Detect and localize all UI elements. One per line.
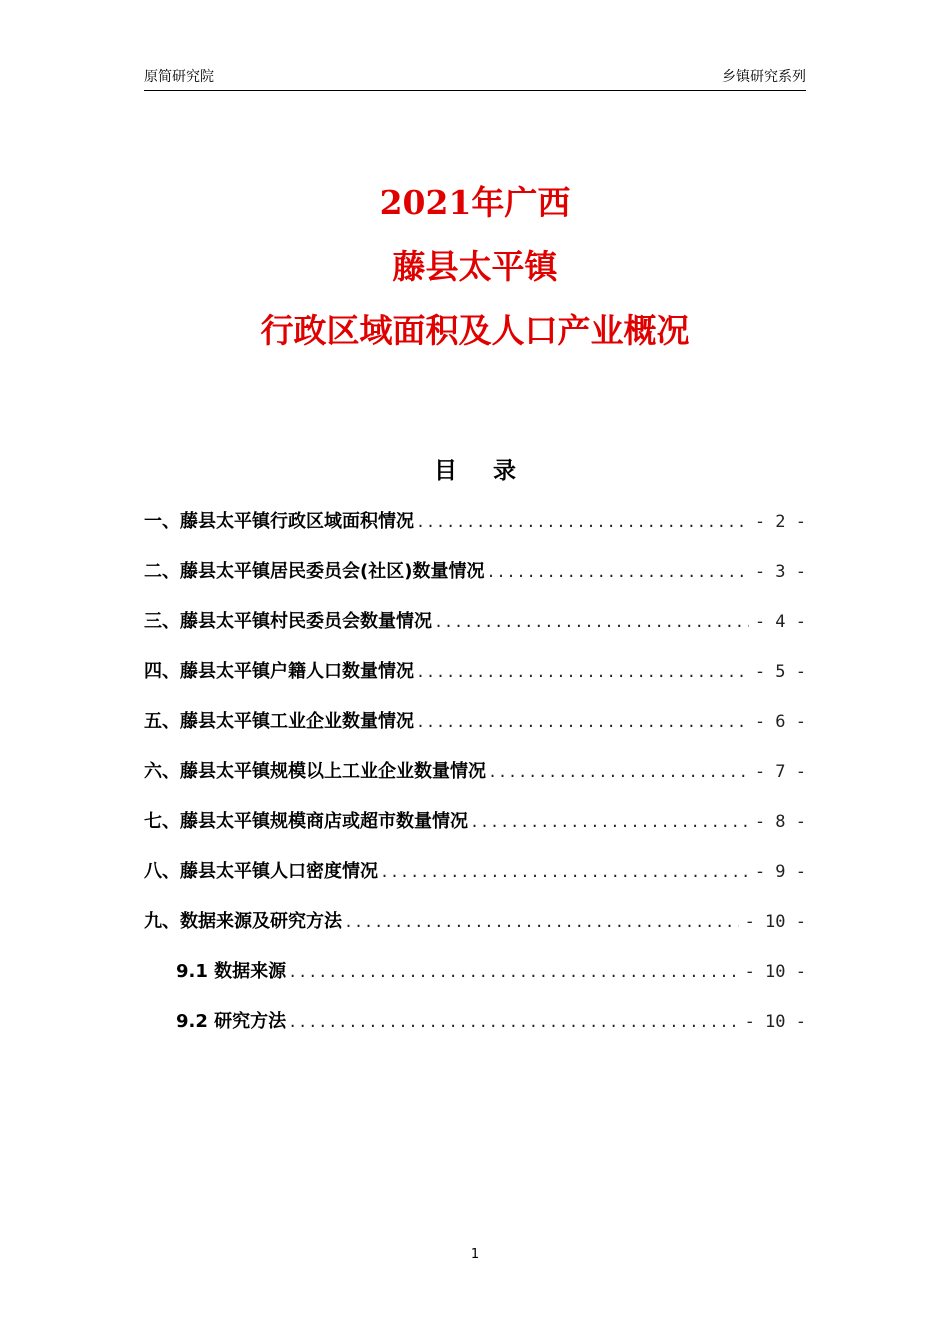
- title-line-year: 2021年广西: [379, 183, 571, 222]
- toc-entry-8[interactable]: [144, 857, 806, 907]
- toc-heading: 目 录: [433, 458, 530, 484]
- toc-entry-5[interactable]: [144, 707, 806, 757]
- title-line-subject: 行政区域面积及人口产业概况: [260, 311, 690, 350]
- document-title: [0, 178, 950, 370]
- toc-dot-leader: [434, 607, 749, 637]
- header-series: 乡镇研究系列: [722, 69, 806, 85]
- page-number: 1: [470, 1247, 480, 1262]
- toc-entry-label: 一、藤县太平镇行政区域面积情况: [144, 511, 414, 532]
- toc-dot-leader: [380, 857, 749, 887]
- toc-entry-label: 五、藤县太平镇工业企业数量情况: [144, 711, 414, 732]
- toc-entry-9-2[interactable]: [144, 1007, 806, 1057]
- toc-dot-leader: [416, 657, 749, 687]
- toc-entry-page: - 5 -: [754, 662, 806, 682]
- toc-entry-page: - 6 -: [754, 712, 806, 732]
- toc-entry-label: 九、数据来源及研究方法: [144, 911, 342, 932]
- toc-entry-label: 9.2 研究方法: [176, 1011, 287, 1032]
- header-organization: 原简研究院: [144, 69, 214, 85]
- toc-entry-page: - 8 -: [754, 812, 806, 832]
- toc-entry-label: 七、藤县太平镇规模商店或超市数量情况: [144, 811, 468, 832]
- toc-entry-page: - 3 -: [754, 562, 806, 582]
- toc-entry-page: - 10 -: [744, 1012, 806, 1032]
- toc-entry-9-1[interactable]: [144, 957, 806, 1007]
- toc-dot-leader: [470, 807, 749, 837]
- toc-dot-leader: [486, 557, 748, 587]
- toc-entry-7[interactable]: [144, 807, 806, 857]
- title-line-town: 藤县太平镇: [392, 247, 558, 286]
- toc-entry-9[interactable]: [144, 907, 806, 957]
- toc-entry-label: 六、藤县太平镇规模以上工业企业数量情况: [144, 761, 486, 782]
- toc-dot-leader: [488, 757, 749, 787]
- toc-dot-leader: [416, 507, 749, 537]
- toc-entry-4[interactable]: [144, 657, 806, 707]
- toc-entry-page: - 9 -: [754, 862, 806, 882]
- toc-entry-6[interactable]: [144, 757, 806, 807]
- toc-entry-page: - 7 -: [754, 762, 806, 782]
- toc-entry-label: 二、藤县太平镇居民委员会(社区)数量情况: [144, 561, 485, 582]
- toc-entry-label: 八、藤县太平镇人口密度情况: [144, 861, 378, 882]
- toc-entry-label: 四、藤县太平镇户籍人口数量情况: [144, 661, 414, 682]
- page-header: [144, 68, 806, 91]
- toc-dot-leader: [344, 907, 739, 937]
- table-of-contents: [144, 507, 806, 1057]
- toc-entry-label: 三、藤县太平镇村民委员会数量情况: [144, 611, 432, 632]
- toc-dot-leader: [288, 1007, 738, 1037]
- toc-entry-page: - 10 -: [744, 962, 806, 982]
- toc-entry-page: - 4 -: [754, 612, 806, 632]
- toc-entry-page: - 2 -: [754, 512, 806, 532]
- toc-dot-leader: [416, 707, 749, 737]
- toc-dot-leader: [288, 957, 738, 987]
- toc-entry-3[interactable]: [144, 607, 806, 657]
- toc-entry-label: 9.1 数据来源: [176, 961, 287, 982]
- toc-entry-1[interactable]: [144, 507, 806, 557]
- toc-entry-page: - 10 -: [744, 912, 806, 932]
- toc-entry-2[interactable]: [144, 557, 806, 607]
